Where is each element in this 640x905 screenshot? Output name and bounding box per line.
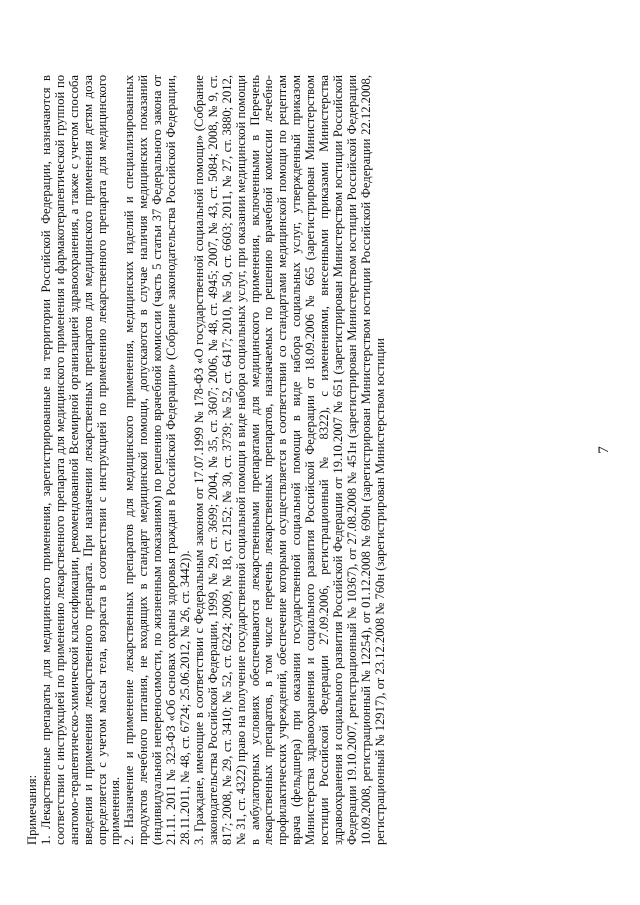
notes-heading: Примечания: [25, 774, 39, 845]
notes-section [26, 75, 586, 845]
note-paragraph-1: 1. Лекарственные препараты для медицинского применения, зарегистрированные на территории Российской Федерации, назначаются в соответствии с инструкцией по применению лекарственного препарата для медицинского применения и фармакотерапевтической группой по анатомо-терапевтическо-химической классификации, рекомендованной Всемирной организацией здравоохранения, а также с учетом способа введения и применения лекарственного препарата. При назначении лекарственных препаратов для медицинского применения детям доза определяется с учетом массы тела, возраста в соответствии с инструкцией по применению лекарственного препарата для медицинского применения. [38, 75, 123, 845]
note-paragraph-2: 2. Назначение и применение лекарственных препаратов для медицинского применения, медицинских изделий и специализированных продуктов лечебного питания, не входящих в стандарт медицинской помощи, допускаются в случае наличия медицинских показаний (индивидуальной непереносимости, по жизненным показаниям) по решению врачебной комиссии (часть 5 статьи 37 Федерального закона от 21.11. 2011 № 323-ФЗ «Об основах охраны здоровья граждан в Российской Федерации» (Собрание законодательства Российской Федерации, 28.11.2011, № 48, ст. 6724; 25.06.2012, № 26, ст. 3442)). [122, 75, 192, 845]
page-number: 7 [596, 446, 612, 454]
note-paragraph-3: 3. Граждане, имеющие в соответствии с Федеральным законом от 17.07.1999 № 178-ФЗ «О государственной социальной помощи» (Собрание законодательства Российской Федерации, 1999, № 29, ст. 3699; 2004, № 35, ст. 3607; 2006, № 48, ст. 4945; 2007, № 43, ст. 5084; 2008, № 9, ст. 817; 2008, № 29, ст. 3410; № 52, ст. 6224; 2009, № 18, ст. 2152; № 30, ст. 3739; № 52, ст. 6417; 2010, № 50, ст. 6603; 2011, № 27, ст. 3880; 2012, № 31, ст. 4322) право на получение государственной социальной помощи в виде набора социальных услуг, при оказании медицинской помощи в амбулаторных условиях обеспечиваются лекарственными препаратами для медицинского применения, включенными в Перечень лекарственных препаратов, в том числе перечень лекарственных препаратов, назначаемых по решению врачебной комиссии лечебно-профилактических учреждений, обеспечение которыми осуществляется в соответствии со стандартами медицинской помощи по рецептам врача (фельдшера) при оказании государственной социальной помощи в виде набора социальных услуг, утвержденный приказом Министерства здравоохранения и социального развития Российской Федерации от 18.09.2006 № 665 (зарегистрирован Министерством юстиции Российской Федерации 27.09.2006, регистрационный № 8322), с изменениями, внесенными приказами Министерства здравоохранения и социального развития Российской Федерации от 19.10.2007 № 651 (зарегистрирован Министерством юстиции Российской Федерации 19.10.2007, регистрационный № 10367), от 27.08.2008 № 451н (зарегистрирован Министерством юстиции Российской Федерации 10.09.2008, регистрационный № 12254), от 01.12.2008 № 690н (зарегистрирован Министерством юстиции Российской Федерации 22.12.2008, регистрационный № 12917), от 23.12.2008 № 760н (зарегистрирован Министерством юстиции [191, 75, 387, 845]
